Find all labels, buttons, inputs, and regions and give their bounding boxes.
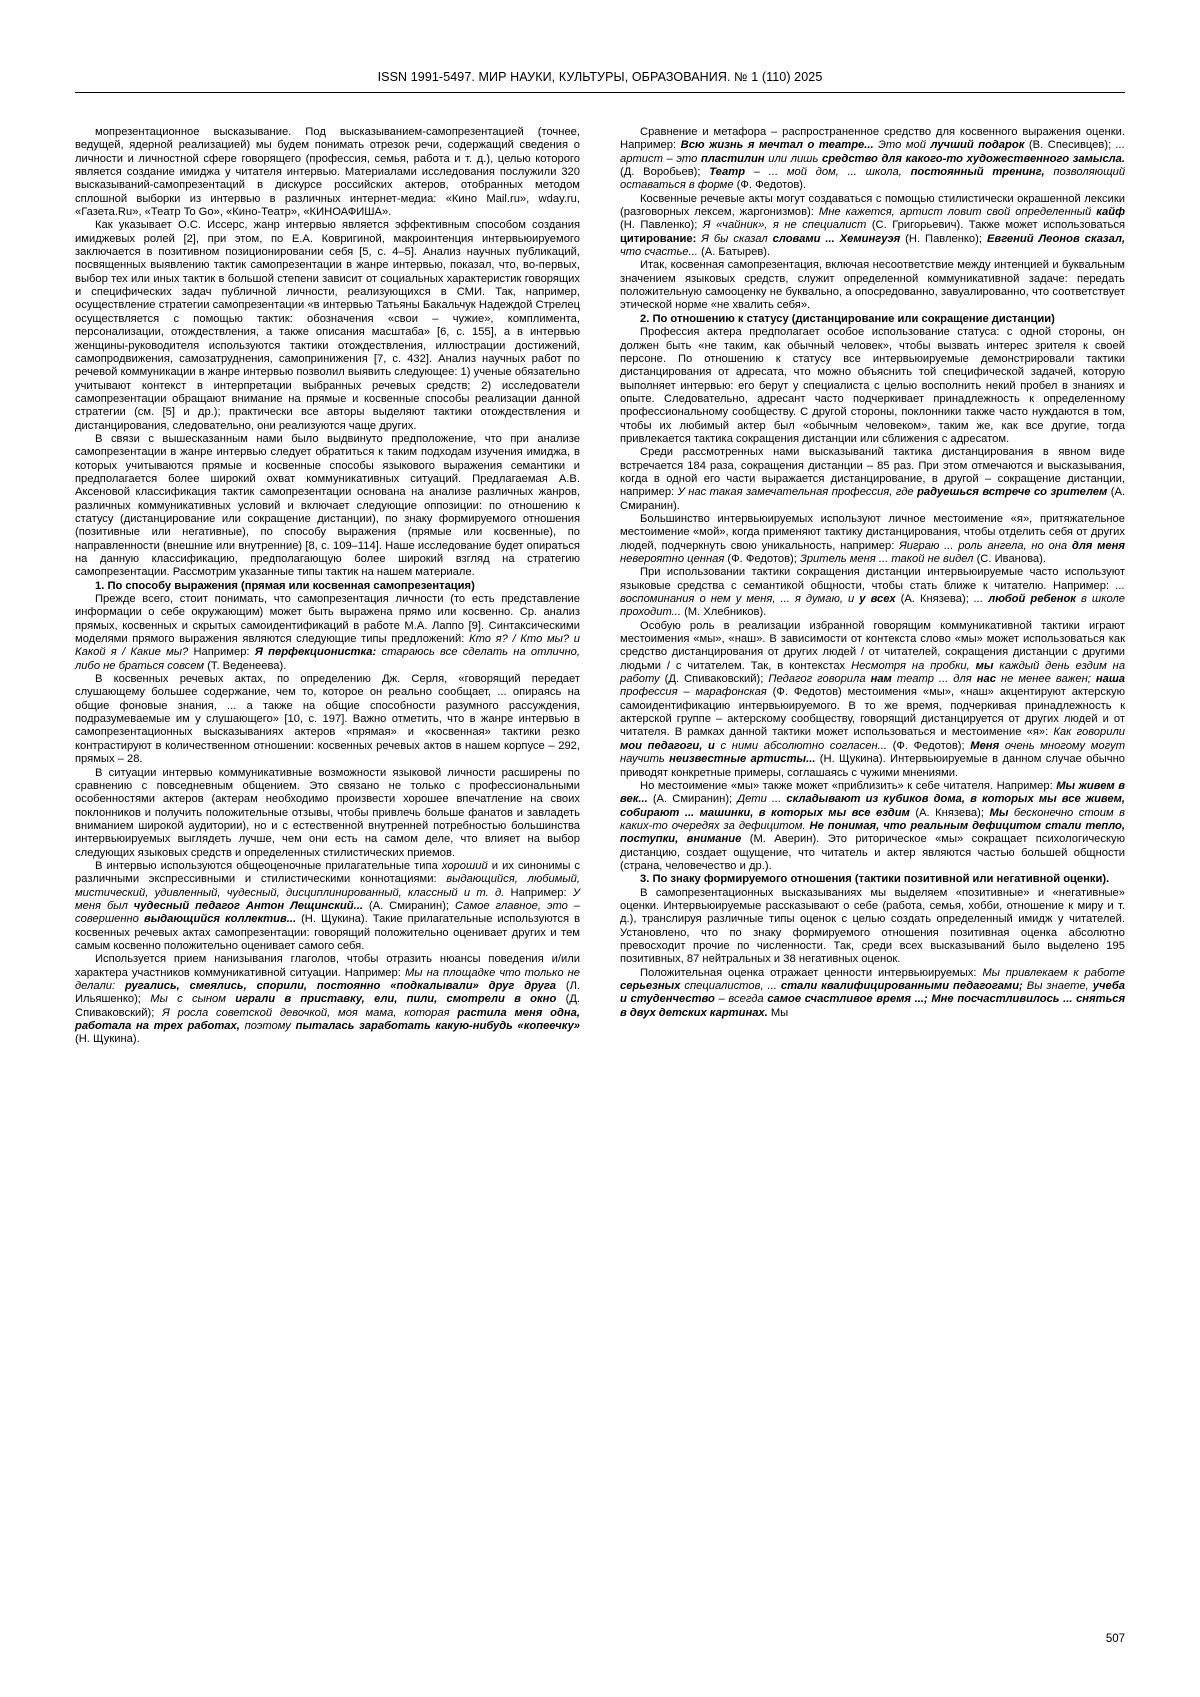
example-italic: специалистов, ... bbox=[684, 980, 777, 992]
example-italic: ... артист – это bbox=[620, 139, 1126, 165]
example-bold-italic: Меня bbox=[970, 739, 1000, 752]
example-italic: очень многому могут научить bbox=[620, 739, 1126, 766]
paragraph: Как указывает О.С. Иссерс, жанр интервью является эффективным способом создания имиджевых ролей [2], при этом, по Е.А. Ковригиной, макроинтенция интервьюируемого заключается в позитивном позиционировании себя [5, с. 4–5]. Анализ научных публикаций, посвященных выявлению тактик самопрезентации в жанре интервью, показал, что, во-первых, выбор тех или иных тактик в большой степени зависит от социальных характеристик говорящих и специфических задач публичной личности, реализующихся в СМИ. Так, например, осуществление стратегии самопрезентации «в интервью Татьяны Бакальчук Надеждой Стрелец осуществляется с помощью тактик: обозначения «свои – чужие», комплимента, персонализации, отождествления, а также описания масштаба» [6, с. 155], а в интервью женщины-руководителя используются тактики отождествления, иллюстрации достижений, самопродвижения, самозатруднения, самопринижения [7, с. 432]. Анализ научных работ по речевой коммуникации в жанре интервью позволил выявить следующее: 1) ученые обязательно учитывают контекст в интерпретации выбранных речевых средств; 2) исследователи самопрезентации обращают внимание на прямые и косвенные способы реализации данной стратегии (см. [5] и др.); практически все авторы выделяют тактики отождествления и дистанцирования, следовательно, они реализуются чаще других. bbox=[75, 219, 580, 432]
example-source: (Д. Воробьев); bbox=[620, 166, 701, 179]
example-source: (Ф. Федотов); bbox=[892, 739, 965, 752]
paragraph-text: Прежде всего, стоит понимать, что самопрезентация личности (то есть представление информации о себе окружающим) может быть выражена прямо или косвенно. Ср. анализ прямых, косвенных и скрытых самоидентификаций в работе М.А. Лаппо [9]. Синтаксическими моделями прямого выражения являются следующие типы предложений: bbox=[75, 593, 580, 646]
example-source: (Л. Ильяшенко); bbox=[75, 980, 581, 1006]
example-italic: не менее важен; bbox=[1000, 673, 1091, 686]
paragraph bbox=[75, 860, 580, 953]
example-bold-italic: чудесный педагог Антон Лещинский... bbox=[133, 899, 363, 912]
paragraph-text: При использовании тактики сокращения дистанции интервьюируемые часто используют языковые средства с семантикой общности, чтобы стать ближе к читателю. Например: bbox=[620, 566, 1125, 592]
section-heading-1: 1. По способу выражения (прямая или косвенная самопрезентация) bbox=[95, 579, 475, 592]
example-bold-italic: складывают из кубиков дома, в которых мы все живем, собирают ... машинки, в которых мы все ездим bbox=[620, 793, 1125, 819]
example-italic: Зритель меня ... такой не видел bbox=[799, 553, 974, 565]
example-bold-italic: Евгений Леонов сказал, bbox=[986, 232, 1126, 245]
example-source: (Н. Павленко); bbox=[905, 232, 982, 245]
example-italic: Мы с сыном bbox=[150, 993, 226, 1006]
paragraph-text: Большинство интервьюируемых используют личное местоимение «я», притяжательное местоимение «мой», когда применяют тактику дистанцирования, чтобы отделить себя от других людей, подчеркнуть свою уникальность, например: bbox=[620, 512, 1125, 552]
paragraph bbox=[620, 566, 1125, 619]
example-source: (В. Спесивцев); bbox=[1028, 139, 1112, 152]
example-bold-italic: выдающийся коллектив... bbox=[143, 913, 297, 926]
example-italic: Это мой bbox=[878, 139, 926, 152]
section-heading-2: 2. По отношению к статусу (дистанцирование или сокращение дистанции) bbox=[640, 312, 1055, 325]
paragraph-text: (Н. Щукина). Интервьюируемые в данном случае обычно приводят конкретные примеры, соглашаясь с чужими мнениями. bbox=[620, 753, 1126, 779]
example-bold-italic: наша bbox=[1095, 673, 1126, 686]
example-source: (А. Князева); bbox=[900, 593, 969, 606]
paragraph bbox=[620, 780, 1125, 873]
paragraph-text: (Ф. Федотов) местоимения «мы», «наш» акцентируют актерскую самоидентификацию интервьюируемого. В то же время, подчеркивая принадлежность к актерской группе – актерскому сообществу, говорящий дистанцируется от других людей и от читателя. В рамках данной тактики может использоваться и местоимение «я»: bbox=[620, 686, 1125, 739]
example-italic: поэтому bbox=[244, 1020, 291, 1033]
example-italic: ... воспоминания о нем у меня, ... я думаю, и bbox=[620, 579, 1125, 606]
example-bold-italic: средство для какого-то художественного замысла. bbox=[822, 152, 1125, 165]
example-bold-italic: неизвестные артисты... bbox=[669, 753, 816, 766]
example-italic: – ... мой дом, ... школа, bbox=[753, 166, 902, 179]
term-list-italic: выдающийся, любимый, мистический, удивленный, чудесный, дисциплинированный, классный и т. д. bbox=[75, 873, 580, 899]
example-italic: Мы привлекаем к работе bbox=[982, 966, 1126, 979]
example-bold-italic: стали квалифицированными педагогами; bbox=[780, 980, 1023, 992]
paragraph bbox=[75, 953, 580, 1046]
example-italic: бесконечно стоим в каких-то очередях за дефицитом. bbox=[620, 806, 1126, 832]
paragraph bbox=[620, 193, 1125, 260]
paragraph: мопрезентационное высказывание. Под высказыванием-самопрезентацией (точнее, ведущей, ядерной реализацией) мы будем понимать отрезок речи, содержащий сведения о личности и личностной сфере говорящего (профессия, семья, работа и т. д.), целью которого является создание имиджа у читателя интервью. Материалами исследования послужили 320 высказываний-самопрезентаций в дискурсе российских актеров, отобранных методом сплошной выборки из интервью в различных интернет-медиа: «Кино Mail.ru», wday.ru, «Газета.Ru», «Театр To Go», «Кино-Театр», «КИНОАФИША». bbox=[75, 126, 580, 219]
paragraph-text: Косвенные речевые акты могут создаваться с помощью стилистически окрашенной лексики (разговорных лексем, жаргонизмов): bbox=[620, 192, 1125, 219]
example-bold-italic: пластилин bbox=[701, 152, 765, 165]
example-italic: Вы знаете, bbox=[1026, 980, 1089, 992]
example-source: (А. Князева); bbox=[915, 806, 984, 819]
example-bold-italic: постоянный тренинг, bbox=[910, 166, 1045, 179]
example-bold-italic: растила меня одна, работала на трех работах, bbox=[75, 1006, 581, 1033]
example-bold-italic: пыталась заработать какую-нибудь «копеечку» bbox=[295, 1020, 581, 1033]
paragraph-text: Такие прилагательные используются в косвенных речевых актах самопрезентации: говорящий положительно оценивает других и тем самым косвенно положительно оценивает самого себя. bbox=[75, 913, 581, 952]
example-bold-italic: нам bbox=[870, 673, 892, 686]
term-italic: хороший bbox=[441, 859, 488, 872]
example-source: (Д. Спиваковский); bbox=[664, 673, 764, 686]
example-bold-italic: для меня bbox=[1071, 539, 1125, 552]
example-source: (А. Батырев). bbox=[701, 246, 771, 259]
example-source: (М. Хлебников). bbox=[684, 606, 767, 619]
example-italic: Самое главное, это – совершенно bbox=[75, 899, 581, 926]
example-italic: Я bbox=[899, 539, 907, 552]
example-source: (Н. Павленко); bbox=[620, 219, 698, 232]
paragraph-text: Но местоимение «мы» также может «приблизить» к себе читателя. Например: bbox=[640, 779, 1053, 792]
paragraph-text: Используется прием нанизывания глаголов, чтобы отразить нюансы поведения и/или характера участников коммуникативной ситуации. Например: bbox=[75, 953, 580, 979]
example-bold-italic: Мне посчастливилось ... сняться в двух детских картинах. bbox=[620, 993, 1126, 1019]
example-bold-italic: играли в приставку, ели, пили, смотрели в окно bbox=[235, 993, 557, 1006]
page-number: 507 bbox=[1105, 1633, 1125, 1645]
example-italic: У нас такая замечательная профессия, где bbox=[677, 486, 914, 499]
example-italic: Дети ... bbox=[737, 793, 782, 806]
paragraph-text: и их синонимы с различными экспрессивными и стилистическими коннотациями: bbox=[75, 859, 580, 886]
example-bold-italic: радуешься встрече со зрителем bbox=[917, 486, 1108, 499]
example-italic: каждый день ездим на работу bbox=[620, 659, 1126, 686]
example-bold-italic: Театр bbox=[709, 166, 746, 179]
example-italic: Как говорили bbox=[1053, 726, 1125, 739]
paragraph-text: Среди рассмотренных нами высказываний тактика дистанцирования в явном виде встречается 184 раза, сокращения дистанции – 85 раз. При этом отмечаются и высказывания, когда в одной его части выражается дистанцирование, в другой – сокращение дистанции, например: bbox=[620, 446, 1125, 499]
example-italic: с ними абсолютно согласен... bbox=[720, 739, 887, 752]
paragraph: Итак, косвенная самопрезентация, включая несоответствие между интенцией и буквальным значением языковых средств, служит определенной коммуникативной задаче: передать положительную самооценку не буквально, а опосредованно, завуалированно, что соответствует этической норме «не хвалить себя». bbox=[620, 259, 1125, 312]
example-italic: или лишь bbox=[768, 152, 819, 165]
paragraph-text: Сравнение и метафора – распространенное средство для косвенного выражения оценки. Например: bbox=[620, 126, 1125, 152]
example-italic: ... bbox=[973, 593, 984, 606]
paragraph-text: (М. Аверин). Это риторическое «мы» сокращает психологическую дистанцию, создает ощущение, что читатель и актер являются частью большей общности (страна, человечество и др.). bbox=[620, 833, 1125, 872]
running-header: ISSN 1991-5497. МИР НАУКИ, КУЛЬТУРЫ, ОБРАЗОВАНИЯ. № 1 (110) 2025 bbox=[377, 70, 823, 84]
example-bold-italic: любой ребенок bbox=[988, 593, 1076, 606]
example-italic: У меня был bbox=[75, 886, 581, 912]
example-source: (А. Смиранин); bbox=[652, 793, 733, 806]
example-source: (А. Смиранин). bbox=[620, 486, 1126, 512]
example-bold-italic: словами ... Хемингуэя bbox=[772, 232, 901, 245]
example-source: (Ф. Федотов); bbox=[727, 553, 797, 565]
paragraph-text: Положительная оценка отражает ценности интервьюируемых: bbox=[640, 966, 977, 979]
paragraph: Профессия актера предполагает особое использование статуса: с одной стороны, он должен быть «не таким, как обычный человек», чтобы вызвать интерес зрителя к своей персоне. По отношению к статусу все интервьюируемые демонстрировали тактики дистанцирования от адресата, что можно объяснить той специфической задачей, которую выполняет интервью: его берут у специалиста с целью восполнить некий пробел в знаниях и опыте. Следовательно, адресант часто подчеркивает принадлежность к определенному профессиональному сообществу. С другой стороны, поклонники также часто нуждаются в том, чтобы их любимый актер был «обычным человеком», таким же, как все другие, тогда привлекается тактика сокращения дистанции или сближения с адресатом. bbox=[620, 326, 1125, 445]
example-italic: невероятно ценная bbox=[620, 553, 725, 565]
article-body bbox=[75, 126, 1125, 1626]
paragraph: В самопрезентационных высказываниях мы выделяем «позитивные» и «негативные» оценки. Интервьюируемые рассказывают о себе (работа, семья, хобби, отношение к миру и т. д.), транслируя различные типы оценок с целью создать определенный имидж у читателей. Установлено, что по знаку формируемого отношения позитивная оценка абсолютно превосходит прочие по численности. Так, среди всех высказываний было выделено 195 позитивных, 87 нейтральных и 38 негативных оценок. bbox=[620, 886, 1125, 966]
example-italic: позволяющий оставаться в форме bbox=[620, 166, 1126, 192]
paragraph: В ситуации интервью коммуникативные возможности языковой личности расширены по сравнению с повседневным общением. Это связано не только с профессиональными особенностями актеров (актерам необходимо произвести хорошее впечатление на своих поклонников и получить положительные отзывы, чтобы привлечь больше фанатов и завладеть вниманием широкой аудитории), но и с естественной внутренней потребностью большинства интервьюируемых выглядеть лучше, чем они есть на самом деле, что влияет на выбор следующих языковых средств и определенных стилистических приемов. bbox=[75, 766, 580, 859]
example-source: (Ф. Федотов). bbox=[736, 179, 807, 192]
example-italic: Мне кажется, артист ловит свой определенный bbox=[818, 206, 1092, 219]
example-italic: Несмотря на пробки, bbox=[851, 659, 970, 672]
term-bold: цитирование: bbox=[620, 232, 697, 245]
example-bold-italic: нас bbox=[976, 673, 996, 686]
example-source: (Н. Щукина). bbox=[75, 1033, 140, 1046]
example-bold-italic: ругались, смеялись, спорили, постоянно «подкалывали» друг друга bbox=[125, 980, 556, 992]
example-bold-italic: кайф bbox=[1096, 206, 1126, 219]
right-column bbox=[620, 126, 1125, 1626]
example-bold-italic: мои педагоги, и bbox=[620, 739, 715, 752]
example-bold-italic: Мы bbox=[989, 806, 1009, 819]
example-bold-italic: у всех bbox=[859, 593, 896, 606]
paragraph bbox=[620, 967, 1125, 1020]
paragraph bbox=[620, 446, 1125, 513]
header-divider bbox=[75, 92, 1125, 93]
example-italic: в школе проходит... bbox=[620, 593, 1125, 619]
example-bold-italic: Мы живем в век... bbox=[620, 779, 1125, 806]
paragraph bbox=[620, 513, 1125, 566]
example-questions: Кто я? / Кто мы? и Какой я / Какие мы? bbox=[75, 633, 581, 659]
example-italic: Я бы сказал bbox=[701, 232, 768, 245]
paragraph-text: Особую роль в реализации избранной говорящим коммуникативной тактики играют местоимения «мы», «наш». В зависимости от контекста слово «мы» может использоваться как средство дистанцирования от других людей / от читателей, сокращения дистанции с другими людьми / с читателем. Так, в контекстах bbox=[620, 619, 1125, 672]
paragraph bbox=[620, 126, 1125, 193]
paragraph bbox=[75, 593, 580, 673]
example-bold-italic: Я перфекционистка: bbox=[254, 646, 377, 659]
example-italic: играю ... роль ангела, но она bbox=[906, 539, 1068, 552]
paragraph-text: Мы bbox=[770, 1006, 789, 1019]
paragraph: В косвенных речевых актах, по определению Дж. Серля, «говорящий передает слушающему большее содержание, чем то, которое он реально сообщает, ... опираясь на общие фоновые знания, ... а также на общие способности разумного рассуждения, подразумеваемые им у слушающего» [10, с. 197]. Важно отметить, что в жанре интервью в самопрезентационных высказываниях актеров «прямая» и «косвенная» тактики резко контрастируют в количественном отношении: косвенных речевых актов в нашем корпусе – 292, прямых – 28. bbox=[75, 673, 580, 766]
example-italic: Педагог говорила bbox=[768, 673, 866, 686]
example-bold-italic: мы bbox=[975, 659, 994, 672]
example-italic: профессия – марафонская bbox=[620, 686, 767, 699]
example-bold-italic: учеба и студенчество bbox=[620, 980, 1125, 1006]
example-italic: что счастье... bbox=[620, 246, 698, 259]
example-bold-italic: лучший подарок bbox=[930, 139, 1025, 152]
example-source: (Д. Спиваковский); bbox=[75, 993, 581, 1019]
example-bold-italic: Не понимая, что реальным дефицитом стали тепло, поступки, внимание bbox=[620, 819, 1125, 846]
example-bold-italic: Всю жизнь я мечтал о театре... bbox=[680, 139, 874, 152]
section-heading-3: 3. По знаку формируемого отношения (тактики позитивной или негативной оценки). bbox=[640, 873, 1110, 886]
example-bold-italic: самое счастливое время ...; bbox=[767, 993, 928, 1006]
paragraph-text: В интервью используются общеоценочные прилагательные типа bbox=[95, 859, 438, 872]
paragraph: В связи с вышесказанным нами было выдвинуто предположение, что при анализе самопрезентации в жанре интервью следует обратиться к таким подходам изучения имиджа, в которых учитываются прямые и косвенные способы языкового выражения семантики и предполагается более широкий охват коммуникативных ситуаций. Предлагаемая А.В. Аксеновой классификация тактик самопрезентации основана на анализе различных жанров, различных коммуникативных условий и включает следующие оппозиции: по отношению к статусу (дистанцирование или сокращение дистанции), по знаку формируемого отношения (позитивные или негативные), по способу выражения (прямые или косвенные), по направленности (внешние или внутренние) [8, с. 109–114]. Наше исследование будет опираться на данную классификацию, предполагающую более широкий взгляд на стратегию самопрезентации. Рассмотрим указанные типы тактик на нашем материале. bbox=[75, 432, 580, 579]
example-italic: стараюсь все сделать на отлично, либо не браться совсем bbox=[75, 646, 581, 672]
example-source: (С. Иванова). bbox=[976, 553, 1046, 565]
example-source: (Т. Веденеева). bbox=[207, 659, 287, 672]
example-lead: Например: bbox=[510, 886, 567, 899]
example-italic: театр ... для bbox=[896, 673, 972, 686]
example-italic: Мы на площадке что только не делали: bbox=[75, 966, 581, 992]
paragraph-text: (С. Григорьевич). Также может использоваться bbox=[871, 219, 1126, 232]
example-source: (А. Смиранин); bbox=[368, 899, 450, 912]
example-bold-italic: серьезных bbox=[620, 980, 681, 992]
example-source: (Н. Щукина). bbox=[301, 913, 368, 926]
example-lead: Например: bbox=[193, 646, 250, 659]
left-column bbox=[75, 126, 580, 1626]
example-italic: Я росла советской девочкой, моя мама, которая bbox=[162, 1006, 450, 1019]
example-italic: Я «чайник», я не специалист bbox=[702, 219, 867, 232]
example-italic: – всегда bbox=[718, 993, 764, 1006]
paragraph bbox=[620, 620, 1125, 780]
